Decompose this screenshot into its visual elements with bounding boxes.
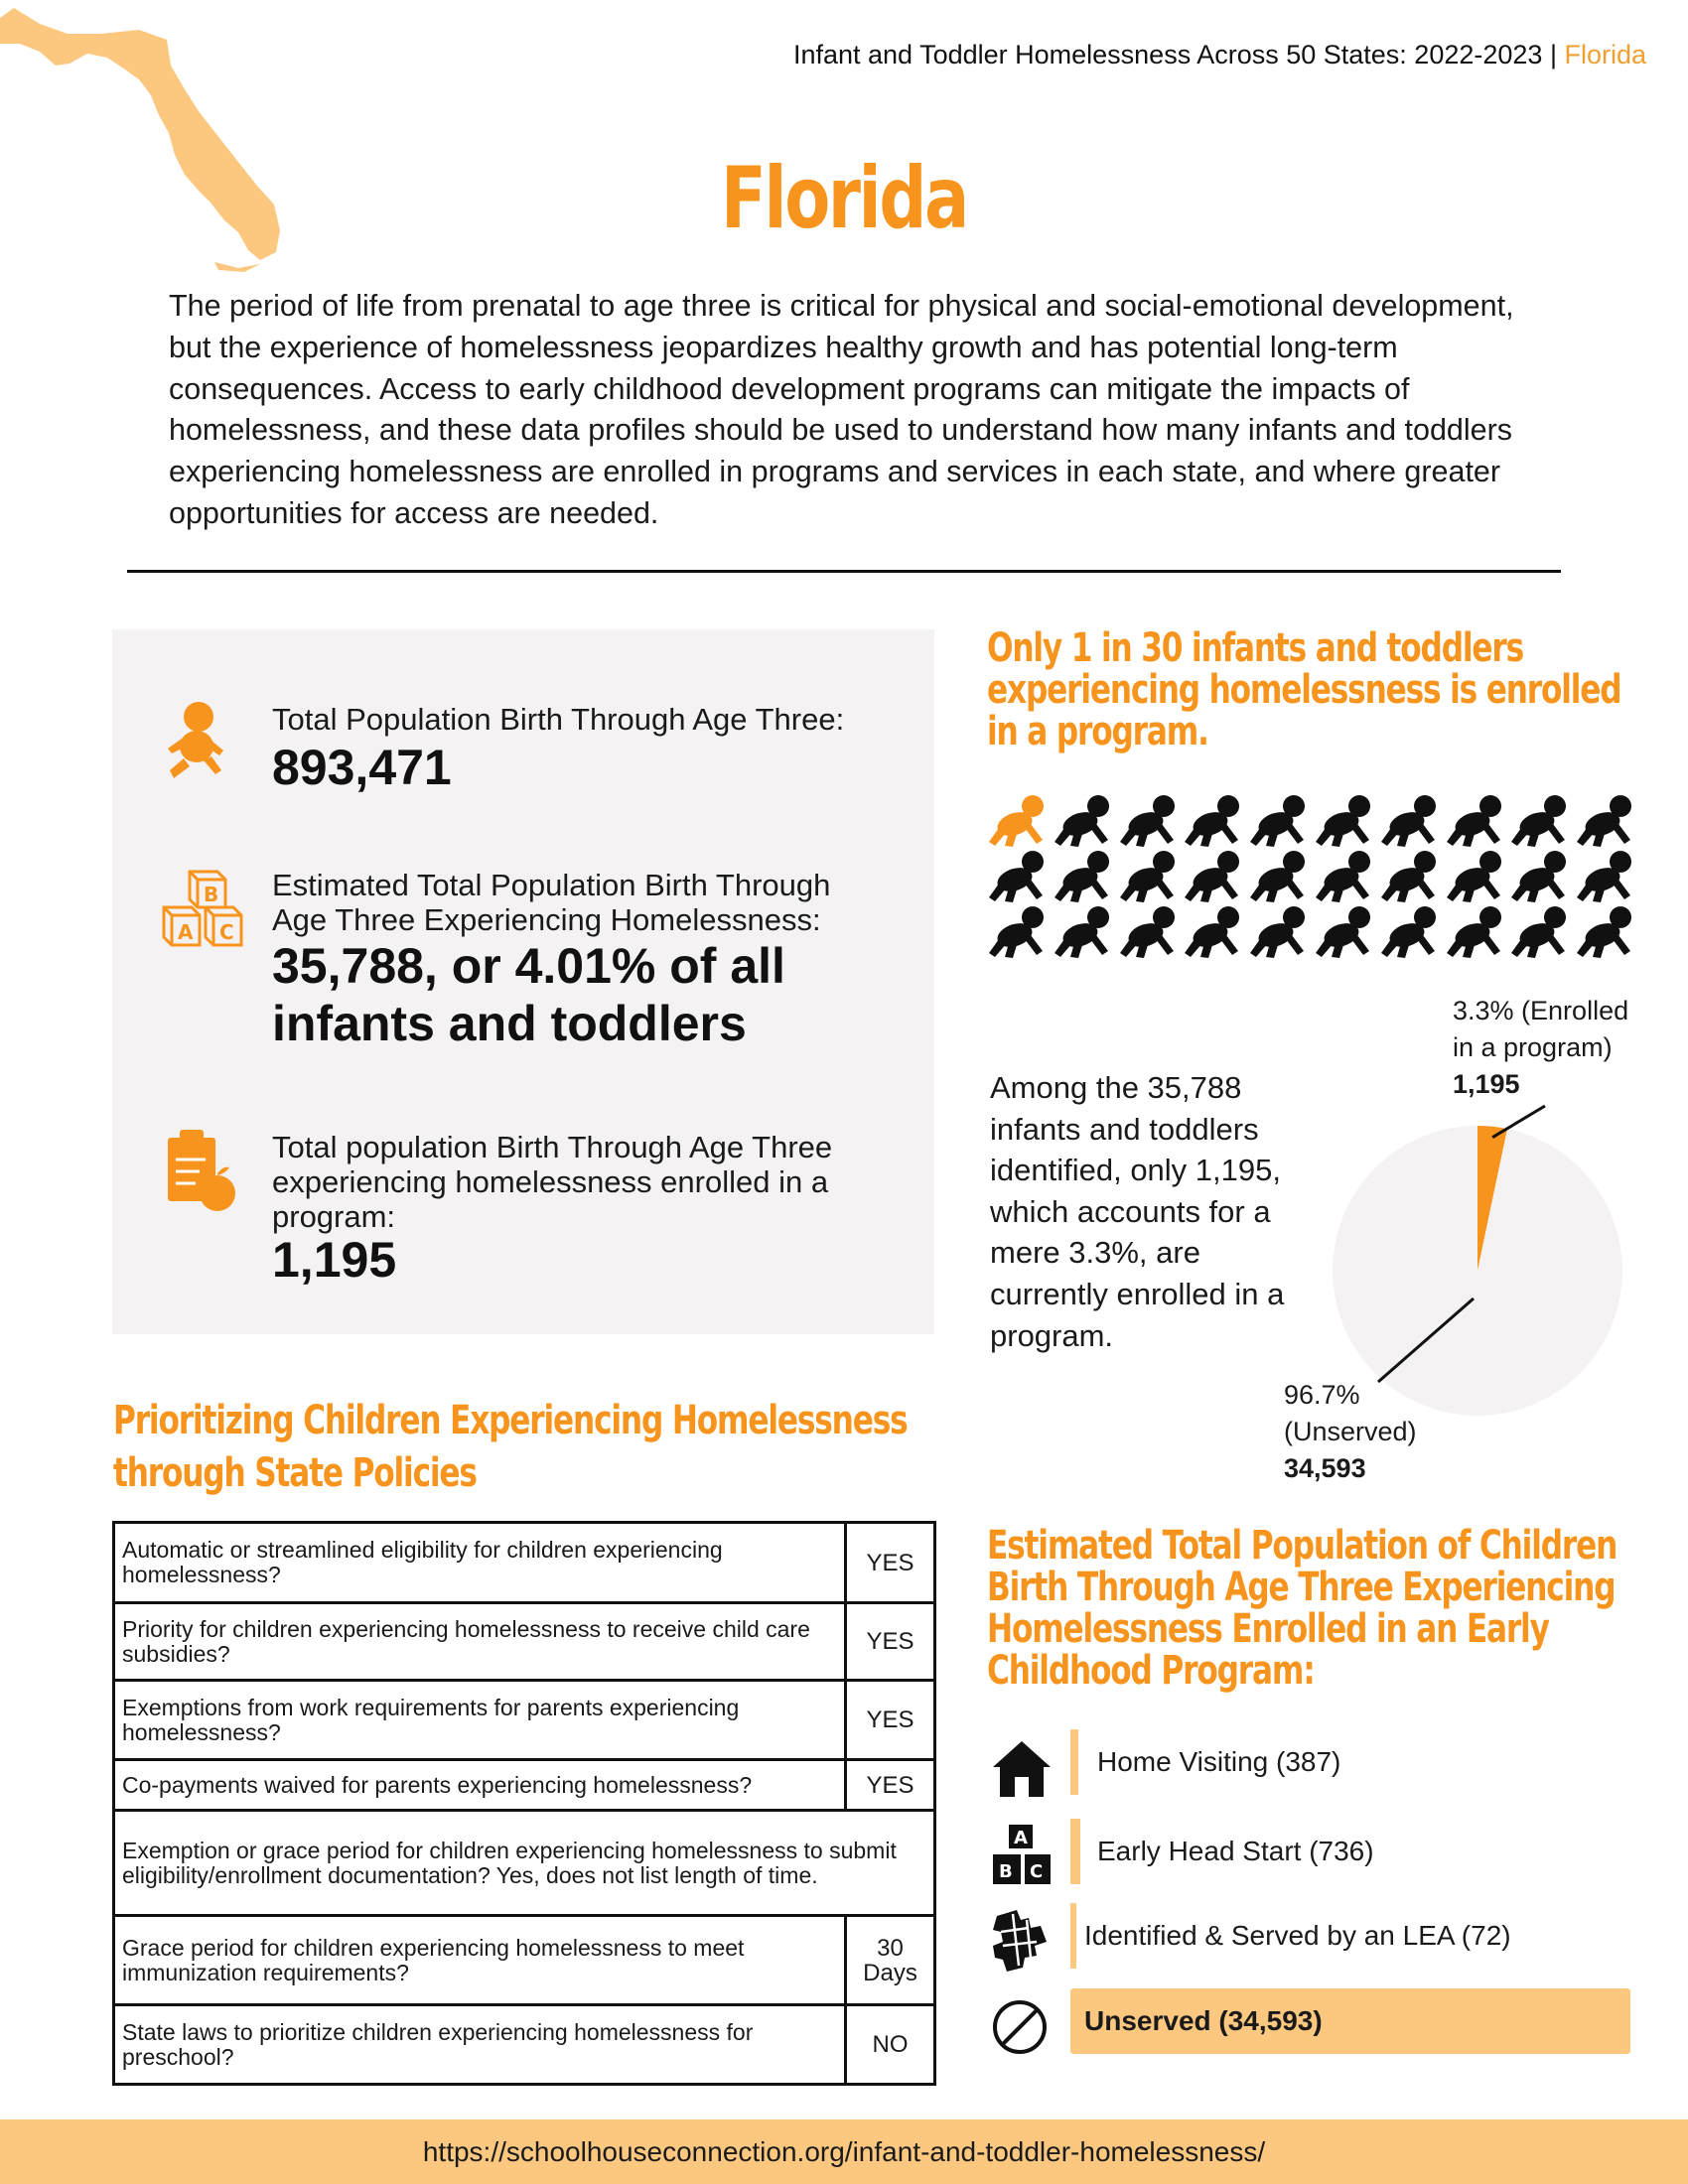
program-label-home-visiting: Home Visiting (387)	[1097, 1746, 1341, 1777]
homeless-value-line2: infants and toddlers	[272, 996, 747, 1051]
crawling-baby-icon	[1507, 794, 1573, 849]
crawling-baby-icon	[1116, 905, 1182, 960]
header-separator: |	[1542, 40, 1565, 69]
program-bar-lea	[1070, 1903, 1076, 1969]
enrolled-value: 1,195	[272, 1232, 397, 1288]
report-title: Infant and Toddler Homelessness Across 50 States: 2022-2023	[792, 40, 1543, 69]
programs-heading-line3: Homelessness Enrolled in an Early	[987, 1606, 1549, 1652]
enrolled-label-line3: program:	[272, 1199, 396, 1234]
divider	[127, 570, 1561, 573]
homeless-value-line1: 35,788, or 4.01% of all	[272, 938, 785, 994]
crawling-baby-icon	[1051, 905, 1116, 960]
homeless-population-label	[272, 868, 830, 937]
policy-question: Exemption or grace period for children experiencing homelessness to submit eligibility/enrollment documentation? Yes, does not list length of time.	[114, 1811, 935, 1916]
crawling-baby-icon	[1181, 794, 1246, 849]
program-bar-early-head-start	[1070, 1819, 1080, 1884]
table-row	[114, 1811, 935, 1916]
policy-question: Co-payments waived for parents experiencing homelessness?	[114, 1760, 846, 1811]
infant-ratio-grid	[985, 794, 1640, 961]
program-label-lea: Identified & Served by an LEA (72)	[1084, 1920, 1511, 1951]
homeless-population-value	[272, 937, 785, 1052]
policies-heading	[113, 1395, 908, 1500]
pie-label-unserved	[1284, 1377, 1482, 1487]
svg-text:C: C	[219, 920, 234, 944]
enrolled-label-line2: experiencing homelessness enrolled in a	[272, 1164, 829, 1199]
crawling-baby-icon	[985, 794, 1051, 849]
table-row	[114, 1916, 935, 2005]
table-row	[114, 1523, 935, 1603]
svg-text:B: B	[204, 883, 219, 906]
policy-question: Automatic or streamlined eligibility for children experiencing homelessness?	[114, 1523, 846, 1603]
ratio-heading-line2: experiencing homelessness is enrolled	[987, 667, 1621, 713]
crawling-baby-icon	[1246, 905, 1312, 960]
table-row	[114, 1681, 935, 1760]
abc-blocks-icon	[991, 1823, 1053, 1888]
policies-heading-line2: through State Policies	[113, 1450, 477, 1496]
crawling-baby-icon	[1051, 850, 1116, 904]
crawling-baby-icon	[1116, 794, 1182, 849]
baby-icon	[164, 701, 225, 780]
policy-question: Exemptions from work requirements for parents experiencing homelessness?	[114, 1681, 846, 1760]
report-header	[793, 40, 1646, 70]
footer	[0, 2119, 1688, 2184]
header-state: Florida	[1564, 40, 1646, 69]
crawling-baby-icon	[1181, 905, 1246, 960]
stats-panel	[112, 629, 934, 1334]
total-population-value: 893,471	[272, 740, 452, 795]
crawling-baby-icon	[1507, 850, 1573, 904]
crawling-baby-icon	[1312, 794, 1377, 849]
crawling-baby-icon	[985, 850, 1051, 904]
crawling-baby-icon	[1573, 794, 1638, 849]
table-row	[114, 2005, 935, 2085]
programs-heading	[987, 1525, 1617, 1692]
policy-answer: 30 Days	[846, 1916, 935, 2005]
page-title: Florida	[721, 149, 967, 248]
table-row	[114, 1603, 935, 1681]
policy-answer: YES	[846, 1681, 935, 1760]
policy-question: Grace period for children experiencing homelessness to meet immunization requirements?	[114, 1916, 846, 2005]
crawling-baby-icon	[1312, 905, 1377, 960]
crawling-baby-icon	[1443, 794, 1508, 849]
footer-url[interactable]: https://schoolhouseconnection.org/infant-and-toddler-homelessness/	[422, 2136, 1266, 2167]
pie-label-enrolled-count: 1,195	[1453, 1069, 1520, 1099]
ratio-heading-line3: in a program.	[987, 709, 1208, 754]
crawling-baby-icon	[1443, 850, 1508, 904]
crawling-baby-icon	[1246, 850, 1312, 904]
crawling-baby-icon	[1116, 850, 1182, 904]
total-population-label: Total Population Birth Through Age Three:	[272, 702, 845, 737]
crawling-baby-icon	[1507, 905, 1573, 960]
pie-slice-unserved	[1333, 1126, 1622, 1416]
crawling-baby-icon	[1573, 905, 1638, 960]
house-icon	[991, 1739, 1053, 1799]
ratio-heading	[987, 627, 1620, 752]
programs-heading-line2: Birth Through Age Three Experiencing	[987, 1565, 1616, 1610]
homeless-label-line1: Estimated Total Population Birth Through	[272, 868, 831, 902]
abc-blocks-icon	[160, 864, 249, 953]
policy-answer: YES	[846, 1523, 935, 1603]
enrolled-label-line1: Total population Birth Through Age Three	[272, 1130, 833, 1164]
crawling-baby-icon	[1443, 905, 1508, 960]
pie-label-unserved-line2: (Unserved)	[1284, 1417, 1417, 1446]
crawling-baby-icon	[1051, 794, 1116, 849]
homeless-label-line2: Age Three Experiencing Homelessness:	[272, 902, 821, 937]
crawling-baby-icon	[1377, 905, 1443, 960]
pie-label-enrolled	[1453, 993, 1651, 1103]
crawling-baby-icon	[985, 905, 1051, 960]
crawling-baby-icon	[1246, 794, 1312, 849]
policy-question: State laws to prioritize children experiencing homelessness for preschool?	[114, 2005, 846, 2085]
program-label-unserved: Unserved (34,593)	[1084, 2005, 1323, 2036]
puzzle-icon	[991, 1906, 1055, 1976]
svg-text:A: A	[178, 920, 194, 944]
svg-text:A: A	[1014, 1828, 1028, 1848]
intro-paragraph: The period of life from prenatal to age three is critical for physical and social-emotional development, but the experience of homelessness jeopardizes healthy growth and has potential long-term consequences. Access to early childhood development programs can mitigate the impacts of homelessness, and these data profiles should be used to understand how many infants and toddlers experiencing homelessness are enrolled in programs and services in each state, and where greater opportunities for access are needed.	[169, 289, 1514, 530]
pie-label-enrolled-line2: in a program)	[1453, 1032, 1613, 1062]
ratio-heading-line1: Only 1 in 30 infants and toddlers	[987, 625, 1524, 671]
svg-text:C: C	[1030, 1861, 1044, 1882]
policy-answer: YES	[846, 1760, 935, 1811]
program-bar-home-visiting	[1070, 1729, 1078, 1795]
programs-heading-line4: Childhood Program:	[987, 1648, 1315, 1694]
policies-heading-line1: Prioritizing Children Experiencing Homelessness	[113, 1398, 908, 1443]
crawling-baby-icon	[1573, 850, 1638, 904]
crawling-baby-icon	[1181, 850, 1246, 904]
crawling-baby-icon	[1377, 850, 1443, 904]
pie-label-unserved-line1: 96.7%	[1284, 1380, 1360, 1410]
svg-text:B: B	[999, 1861, 1013, 1882]
enrolled-label	[272, 1130, 832, 1234]
policy-answer: NO	[846, 2005, 935, 2085]
pie-summary: Among the 35,788 infants and toddlers identified, only 1,195, which accounts for a mere 3.3%, are currently enrolled in a program.	[990, 1070, 1285, 1353]
crawling-baby-icon	[1377, 794, 1443, 849]
program-label-early-head-start: Early Head Start (736)	[1097, 1836, 1374, 1866]
policy-table	[112, 1521, 936, 2086]
programs-heading-line1: Estimated Total Population of Children	[987, 1523, 1618, 1569]
pie-label-unserved-count: 34,593	[1284, 1453, 1366, 1483]
policy-answer: YES	[846, 1603, 935, 1681]
pie-label-enrolled-line1: 3.3% (Enrolled	[1453, 996, 1629, 1025]
prohibited-icon	[991, 1998, 1049, 2056]
policy-question: Priority for children experiencing homelessness to receive child care subsidies?	[114, 1603, 846, 1681]
table-row	[114, 1760, 935, 1811]
clipboard-apple-icon	[166, 1126, 237, 1215]
crawling-baby-icon	[1312, 850, 1377, 904]
